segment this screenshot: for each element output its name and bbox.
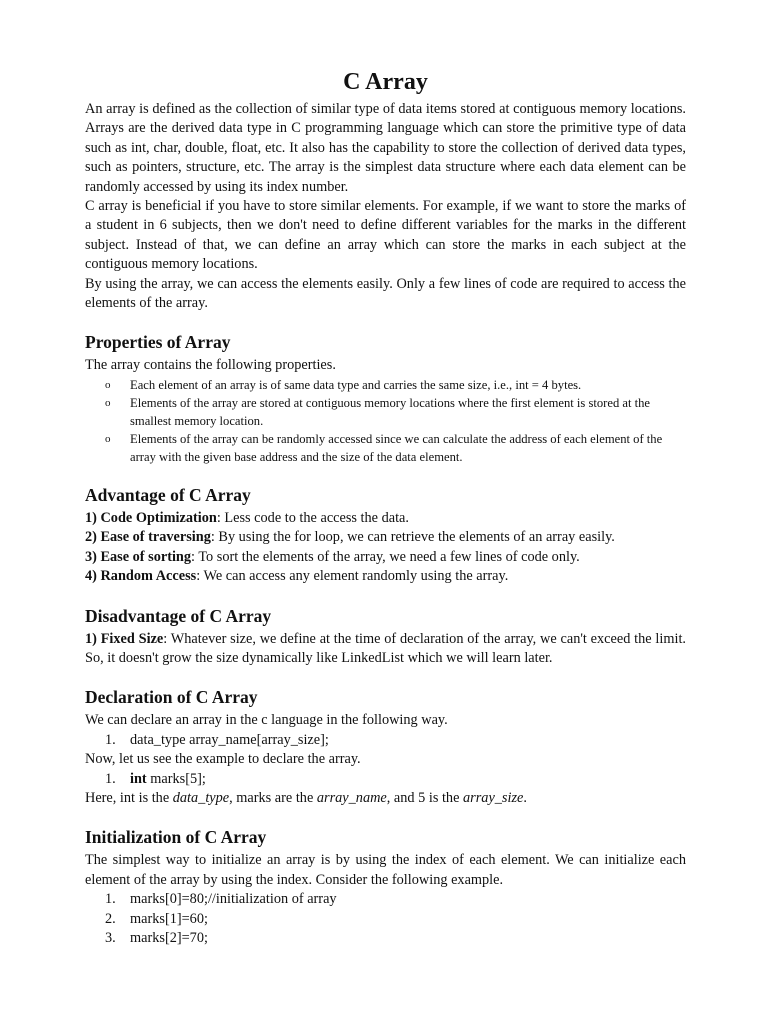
advantage-text: : To sort the elements of the array, we need a few lines of code only. bbox=[191, 548, 580, 565]
code-text: marks[5]; bbox=[146, 770, 206, 787]
declaration-syntax-list bbox=[85, 731, 686, 750]
explanation-text: , and 5 is the bbox=[386, 789, 464, 806]
explanation-text: . bbox=[523, 789, 527, 806]
line-number: 1. bbox=[105, 731, 116, 748]
properties-heading: Properties of Array bbox=[85, 332, 231, 353]
declaration-lead: We can declare an array in the c language in the following way. bbox=[85, 712, 448, 729]
advantage-text: : We can access any element randomly using the array. bbox=[196, 568, 509, 585]
term-array-name: array_name bbox=[316, 789, 387, 806]
declaration-heading: Declaration of C Array bbox=[85, 687, 258, 708]
properties-lead: The array contains the following properties. bbox=[85, 357, 336, 374]
advantage-text: : Less code to the access the data. bbox=[216, 509, 409, 526]
intro-paragraph-3: By using the array, we can access the elements easily. Only a few lines of code are required to access the elements of the array. bbox=[85, 275, 686, 312]
line-number: 2. bbox=[105, 910, 116, 927]
term-array-size: array_size bbox=[463, 789, 524, 806]
advantage-label: 2) Ease of traversing bbox=[85, 529, 211, 546]
code-text: data_type array_name[array_size]; bbox=[130, 731, 329, 748]
code-text: marks[0]=80;//initialization of array bbox=[130, 891, 337, 908]
disadvantage-item bbox=[85, 630, 686, 669]
bullet-marker: o bbox=[105, 396, 111, 409]
explanation-text: , marks are the bbox=[229, 789, 317, 806]
bullet-marker: o bbox=[105, 378, 111, 391]
initialization-code-list bbox=[85, 890, 686, 948]
disadvantage-heading: Disadvantage of C Array bbox=[85, 605, 272, 626]
code-keyword: int bbox=[130, 770, 147, 787]
list-item bbox=[105, 430, 686, 466]
initialization-heading: Initialization of C Array bbox=[85, 827, 267, 848]
list-item-text: Each element of an array is of same data type and carries the same size, i.e., int = 4 bytes. bbox=[130, 377, 582, 392]
advantage-text: : By using the for loop, we can retrieve the elements of an array easily. bbox=[210, 529, 615, 546]
line-number: 3. bbox=[105, 929, 116, 946]
code-line bbox=[105, 770, 686, 789]
initialization-lead: The simplest way to initialize an array is by using the index of each element. We can initialize each element of the array by using the index. Consider the following example. bbox=[85, 852, 686, 888]
code-line bbox=[105, 910, 686, 929]
code-text: marks[1]=60; bbox=[130, 910, 208, 927]
list-item bbox=[105, 394, 686, 430]
disadvantage-text: : Whatever size, we define at the time of declaration of the array, we can't exceed the limit. So, it doesn't grow the size dynamically like LinkedList which we will learn later. bbox=[85, 630, 686, 666]
line-number: 1. bbox=[105, 770, 116, 787]
term-data-type: data_type bbox=[172, 789, 230, 806]
intro-paragraph-1: An array is defined as the collection of similar type of data items stored at contiguous memory locations. Arrays are the derived data type in C programming language which can store the primitive type of data such as int, char, double, float, etc. It also has the capability to store the collection of derived data types, such as pointers, structure, etc. The array is the simplest data structure where each data element can be randomly accessed by using its index number. bbox=[85, 101, 686, 195]
declaration-example-list bbox=[85, 770, 686, 789]
code-line bbox=[105, 929, 686, 948]
advantage-item bbox=[85, 548, 686, 567]
properties-list bbox=[85, 376, 686, 466]
advantage-label: 4) Random Access bbox=[85, 568, 197, 585]
explanation-text: Here, int is the bbox=[85, 789, 173, 806]
list-item-text: Elements of the array are stored at contiguous memory locations where the first element is stored at the smallest memory location. bbox=[130, 395, 651, 428]
page-title: C Array bbox=[343, 69, 428, 95]
declaration-example-lead: Now, let us see the example to declare the array. bbox=[85, 751, 361, 768]
declaration-explanation bbox=[85, 789, 686, 808]
advantage-item bbox=[85, 509, 686, 528]
advantage-heading: Advantage of C Array bbox=[85, 484, 251, 505]
advantage-item bbox=[85, 528, 686, 547]
advantage-label: 3) Ease of sorting bbox=[85, 548, 192, 565]
code-text: marks[2]=70; bbox=[130, 929, 208, 946]
code-line bbox=[105, 890, 686, 909]
advantage-item bbox=[85, 567, 686, 586]
bullet-marker: o bbox=[105, 432, 111, 445]
line-number: 1. bbox=[105, 891, 116, 908]
disadvantage-label: 1) Fixed Size bbox=[85, 630, 164, 647]
code-line bbox=[105, 731, 686, 750]
list-item-text: Elements of the array can be randomly accessed since we can calculate the address of each element of the array with the given base address and the size of the data element. bbox=[130, 431, 663, 464]
advantage-label: 1) Code Optimization bbox=[85, 509, 217, 526]
intro-paragraph-2: C array is beneficial if you have to store similar elements. For example, if we want to store the marks of a student in 6 subjects, then we don't need to define different variables for the marks in the different subject. Instead of that, we can define an array which can store the marks in each subject at the contiguous memory locations. bbox=[85, 198, 686, 273]
list-item bbox=[105, 376, 686, 394]
